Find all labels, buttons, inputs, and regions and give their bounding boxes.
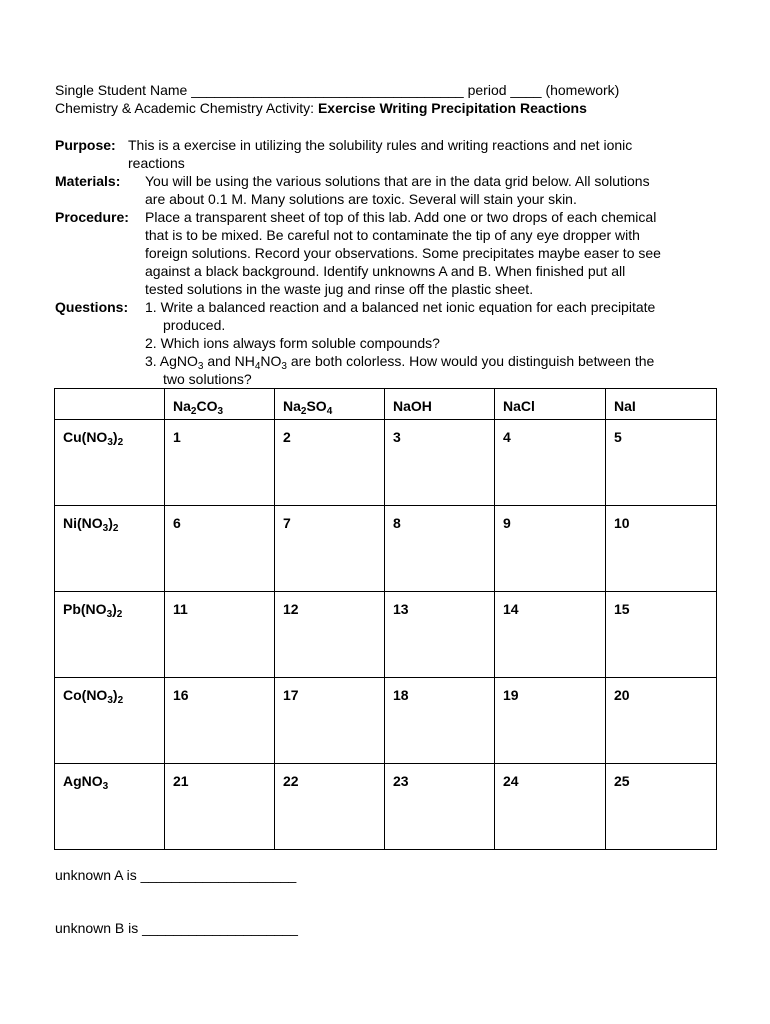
purpose-label: Purpose: [55,137,116,153]
grid-cell: 20 [606,678,717,764]
grid-cell: 11 [165,592,275,678]
grid-cell: 8 [385,506,495,592]
grid-cell: 14 [495,592,606,678]
grid-cell: 25 [606,764,717,850]
grid-cell: 3 [385,420,495,506]
purpose-text-2: reactions [128,155,185,171]
questions-label: Questions: [55,299,129,315]
activity-line [55,100,587,117]
grid-cell: 24 [495,764,606,850]
column-header: NaOH [385,389,495,420]
procedure-text-2: that is to be mixed. Be careful not to contaminate the tip of any eye dropper with [145,227,640,243]
procedure-text-1: Place a transparent sheet of top of this lab. Add one or two drops of each chemical [145,209,657,225]
grid-cell: 18 [385,678,495,764]
row-header: $Pb(NO_3)_2$ [55,592,165,678]
table-row [55,506,717,592]
reaction-grid [54,388,717,850]
grid-cell: 1 [165,420,275,506]
grid-corner-cell [55,389,165,420]
procedure-text-5: tested solutions in the waste jug and rinse off the plastic sheet. [145,281,534,297]
procedure-text-3: foreign solutions. Record your observations. Some precipitates maybe easer to see [145,245,661,261]
grid-cell: 10 [606,506,717,592]
question-3-line-2: two solutions? [163,371,252,387]
grid-cell: 23 [385,764,495,850]
grid-cell: 7 [275,506,385,592]
column-header: NaI [606,389,717,420]
grid-cell: 9 [495,506,606,592]
question-3-line-1: 3. AgNO$_3$ and $NH_4NO_3$ are both colorless. How would you distinguish between the [145,353,655,372]
grid-cell: 2 [275,420,385,506]
grid-cell: 22 [275,764,385,850]
unknown-a-line: unknown A is ____________________ [55,867,297,883]
student-name-line: Single Student Name ___________________________________ period ____ (homework) [55,82,620,98]
row-header: $Ni(NO_3)_2$ [55,506,165,592]
question-1-line-2: produced. [163,317,226,333]
materials-text-2: are about 0.1 M. Many solutions are toxic. Several will stain your skin. [145,191,577,207]
row-header: $Cu(NO_3)_2$ [55,420,165,506]
grid-cell: 6 [165,506,275,592]
materials-text-1: You will be using the various solutions that are in the data grid below. All solutions [145,173,650,189]
row-header: $Co(NO_3)_2$ [55,678,165,764]
table-row [55,592,717,678]
grid-cell: 21 [165,764,275,850]
table-row [55,420,717,506]
grid-cell: 5 [606,420,717,506]
grid-cell: 15 [606,592,717,678]
procedure-text-4: against a black background. Identify unknowns A and B. When finished put all [145,263,626,279]
grid-cell: 13 [385,592,495,678]
grid-cell: 12 [275,592,385,678]
column-header: $Na_2SO_4$ [275,389,385,420]
table-row [55,678,717,764]
column-header: $Na_2CO_3$ [165,389,275,420]
table-row [55,764,717,850]
grid-cell: 16 [165,678,275,764]
grid-cell: 4 [495,420,606,506]
grid-cell: 19 [495,678,606,764]
activity-title: Exercise Writing Precipitation Reactions [317,100,587,116]
question-2: 2. Which ions always form soluble compounds? [145,335,440,351]
activity-prefix: Chemistry & Academic Chemistry Activity: [55,100,318,116]
unknown-b-line: unknown B is ____________________ [55,920,298,936]
row-header: AgNO$_3$ [55,764,165,850]
grid-cell: 17 [275,678,385,764]
column-header: NaCl [495,389,606,420]
materials-label: Materials: [55,173,121,189]
purpose-text-1: This is a exercise in utilizing the solubility rules and writing reactions and net ionic [128,137,633,153]
procedure-label: Procedure: [55,209,129,225]
grid-header-row [55,389,717,420]
question-1-line-1: 1. Write a balanced reaction and a balanced net ionic equation for each precipitate [145,299,656,315]
